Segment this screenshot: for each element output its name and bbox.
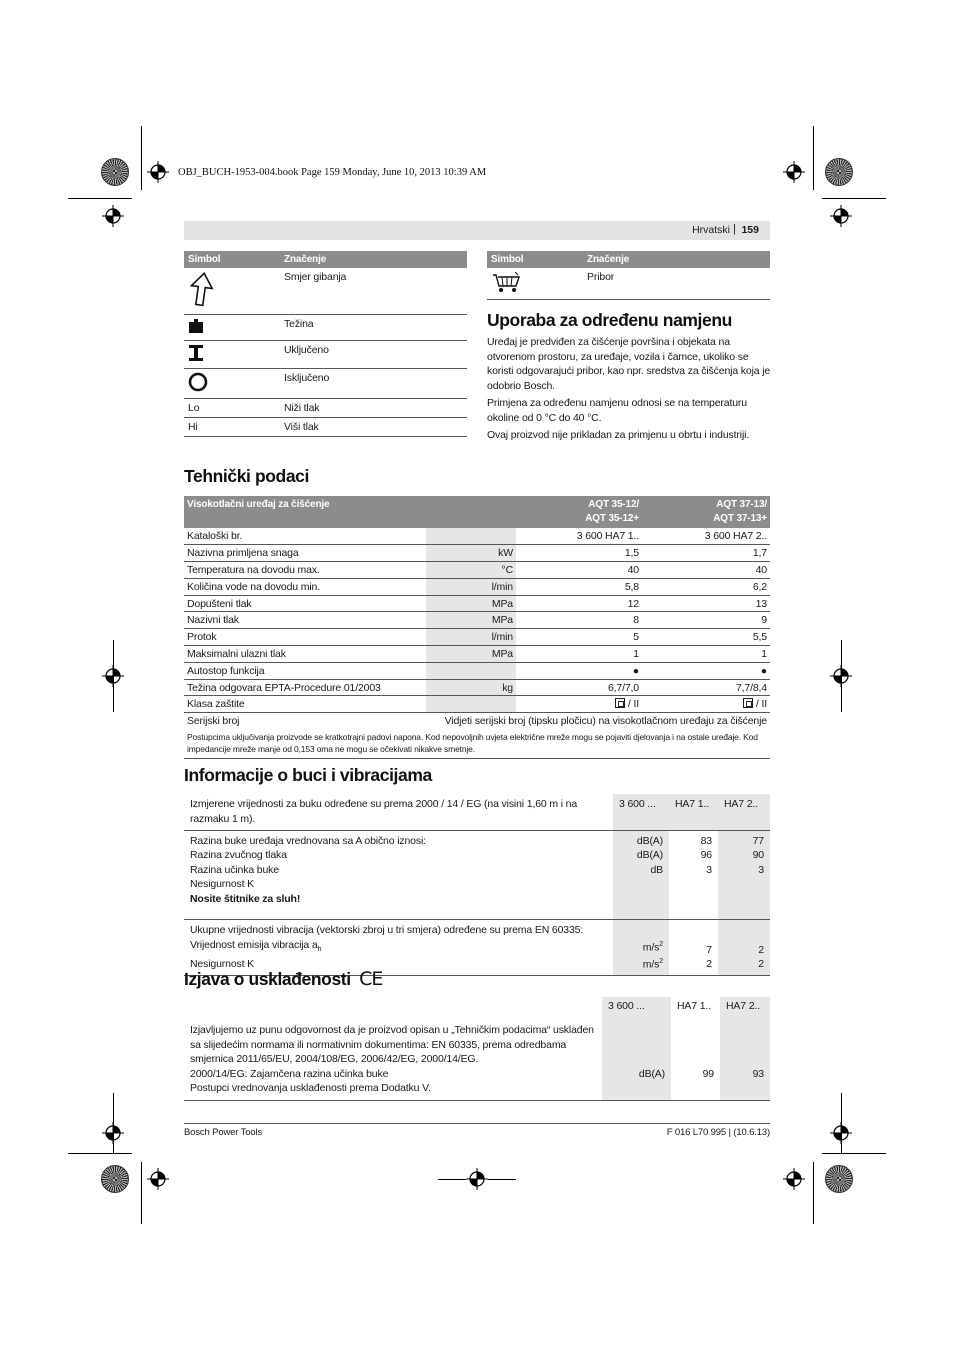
technical-data-table <box>184 496 770 759</box>
spec-label: Nazivna primljena snaga <box>184 545 426 562</box>
list-item: Isključeno <box>280 368 467 398</box>
sound-label: Razina zvučnog tlaka <box>190 849 287 861</box>
page-number: 159 <box>741 224 759 236</box>
list-item: Smjer gibanja <box>280 268 467 314</box>
column-header-model-2: HA7 2.. <box>720 997 770 1019</box>
noise-head-text: Izmjerene vrijednosti za buku određene su prema 2000 / 14 / EG (na visini 1,60 m i na razmaku 1 m). <box>184 794 613 830</box>
sound-label: Razina učinka buke <box>190 863 279 876</box>
column-header-meaning: Značenje <box>280 251 467 268</box>
symbol-table-right <box>487 251 770 300</box>
spec-value: Vidjeti serijski broj (tipsku pločicu) na visokotlačnom uređaju za čišćenje <box>444 715 767 728</box>
section-title-intended-use: Uporaba za određenu namjenu <box>487 310 732 330</box>
table-row <box>184 662 770 679</box>
spec-label: Temperatura na dovodu max. <box>184 562 426 579</box>
double-insulation-icon <box>743 698 753 708</box>
page-header <box>184 221 770 240</box>
table-header <box>184 251 467 268</box>
intended-use-paragraph: Uređaj je predviđen za čišćenje površina i objekata na otvorenom prostoru, za uređaje, vozila i čamce, ukoliko se koristi odgovarajući pribor, kao npr. sredstva za čišćenja koja je odobrio Bosch. <box>487 336 771 392</box>
table-row <box>184 398 467 417</box>
table-header <box>487 251 770 268</box>
spec-value: 1,7 <box>642 545 770 562</box>
registration-mark-icon <box>147 161 169 183</box>
table-row <box>184 997 770 1019</box>
spec-unit: l/min <box>426 578 516 595</box>
registration-mark-icon <box>102 205 124 227</box>
spec-unit: MPa <box>426 646 516 663</box>
table-row <box>184 562 770 579</box>
spec-value: / II <box>642 696 770 713</box>
vibration-label: Nesigurnost K <box>190 958 254 971</box>
table-row <box>184 268 467 314</box>
spec-value: 3 600 HA7 1.. <box>516 528 642 545</box>
conformity-text: Postupci vrednovanja usklađenosti prema Dodatku V. <box>190 1082 431 1094</box>
spec-value: 6,2 <box>642 578 770 595</box>
symbol-hi: Hi <box>184 417 280 436</box>
table-row: Ukupne vrijednosti vibracija (vektorski zbroj u tri smjera) određene su prema EN 60335: Vrijednost emisija vibracija $a_h$ Nesigurnost K $m/s^2$ $m/s^2$ 7 2 2 2 <box>184 920 770 976</box>
table-row <box>184 417 467 436</box>
header-language: Hrvatski <box>692 224 730 236</box>
column-header-catalog: 3 600 ... <box>613 794 669 830</box>
table-row <box>184 646 770 663</box>
spec-value: 5,5 <box>642 629 770 646</box>
spec-value: 1 <box>642 646 770 663</box>
table-row: Razina buke uređaja vrednovana sa A obično iznosi: Razina zvučnog tlaka Razina učinka buke Nesigurnost K Nosite štitnike za sluh! dB(A) dB(A) dB 83 96 3 77 90 3 <box>184 830 770 920</box>
spec-label: Protok <box>184 629 426 646</box>
intended-use-paragraph: Ovaj proizvod nije prikladan za primjenu u obrtu i industriji. <box>487 429 750 441</box>
spec-label: Autostop funkcija <box>184 662 426 679</box>
technical-data-rows <box>184 528 770 696</box>
footer-brand: Bosch Power Tools <box>184 1127 263 1138</box>
ce-mark-icon: CE <box>359 968 383 990</box>
column-header-model-2: HA7 2.. <box>718 794 770 830</box>
sound-label: Nesigurnost K <box>190 878 254 890</box>
spec-label: Nazivni tlak <box>184 612 426 629</box>
section-title-technical-data: Tehnički podaci <box>184 466 309 486</box>
weight-icon <box>188 318 204 334</box>
spec-value: 1,5 <box>516 545 642 562</box>
color-rosette-icon <box>825 158 853 186</box>
spec-label: Kataloški br. <box>184 528 426 545</box>
column-header-model-1: AQT 35-12/ AQT 35-12+ <box>516 496 642 528</box>
direction-arrow-icon <box>188 271 214 307</box>
book-info: OBJ_BUCH-1953-004.book Page 159 Monday, June 10, 2013 10:39 AM <box>178 167 487 178</box>
spec-label: Količina vode na dovodu min. <box>184 578 426 595</box>
technical-note: Postupcima uključivanja proizvode se kratkotrajni padovi napona. Kod nepovoljnih uvjeta električne mreže mogu se pojaviti djelovanja i na ostale uređaje. Kod impedancije mreže manje od 0,153 oma ne mogu se očekivati nikakve smetnje. <box>184 730 770 759</box>
spec-value: 5,8 <box>516 578 642 595</box>
power-on-icon <box>188 344 204 362</box>
table-row <box>184 595 770 612</box>
registration-mark-icon <box>783 161 805 183</box>
section-title-noise: Informacije o buci i vibracijama <box>184 765 432 785</box>
table-row <box>487 268 770 300</box>
column-header-symbol: Simbol <box>487 251 583 268</box>
spec-label: Maksimalni ulazni tlak <box>184 646 426 663</box>
spec-unit: l/min <box>426 629 516 646</box>
registration-mark-icon <box>830 665 852 687</box>
list-item: Pribor <box>583 268 770 300</box>
spec-value: 3 600 HA7 2.. <box>642 528 770 545</box>
spec-value: ● <box>516 662 642 679</box>
table-row: Izjavljujemo uz punu odgovornost da je proizvod opisan u „Tehničkim podacima“ usklađen sa slijedećim normama ili normativnim dokumentima: EN 60335, prema odredbama smjernica 2011/65/EU, 2004/108/EG, 2006/42/EG, 2000/14/EG. 2000/14/EG: Zajamčena razina učinka buke Postupci vrednovanja usklađenosti prema Dodatku V. dB(A) 99 93 <box>184 1019 770 1100</box>
symbol-table-left <box>184 251 467 437</box>
spec-value: 9 <box>642 612 770 629</box>
table-row <box>184 314 467 340</box>
spec-unit: °C <box>426 562 516 579</box>
hearing-protection-warning: Nosite štitnike za sluh! <box>190 892 301 905</box>
spec-value: 12 <box>516 595 642 612</box>
registration-mark-icon <box>783 1168 805 1190</box>
registration-mark-icon <box>147 1168 169 1190</box>
spec-unit <box>426 528 516 545</box>
sound-intro: Razina buke uređaja vrednovana sa A obično iznosi: <box>190 834 426 847</box>
color-rosette-icon <box>825 1165 853 1193</box>
spec-label: Serijski broj <box>187 715 240 728</box>
table-header <box>184 496 770 528</box>
table-row <box>184 368 467 398</box>
registration-mark-icon <box>466 1168 488 1190</box>
color-rosette-icon <box>101 158 129 186</box>
registration-mark-icon <box>102 1122 124 1144</box>
footer-document-code: F 016 L70 995 | (10.6.13) <box>666 1127 770 1138</box>
header-separator: | <box>733 223 736 235</box>
column-header-symbol: Simbol <box>184 251 280 268</box>
table-row <box>184 545 770 562</box>
spec-label: Težina odgovara EPTA-Procedure 01/2003 <box>184 679 426 696</box>
spec-unit: MPa <box>426 595 516 612</box>
spec-unit: kW <box>426 545 516 562</box>
spec-unit: MPa <box>426 612 516 629</box>
vibration-intro: Ukupne vrijednosti vibracija (vektorski zbroj u tri smjera) određene su prema EN 60335: <box>190 924 584 936</box>
spec-value: 7,7/8,4 <box>642 679 770 696</box>
column-header-model-2: AQT 37-13/ AQT 37-13+ <box>642 496 770 528</box>
spec-value: 40 <box>516 562 642 579</box>
column-header-device: Visokotlačni uređaj za čišćenje <box>184 496 516 528</box>
vibration-label: Vrijednost emisija vibracija $a_h$ <box>190 938 322 953</box>
spec-value: / II <box>516 696 642 713</box>
spec-value: 6,7/7,0 <box>516 679 642 696</box>
table-row <box>184 340 467 368</box>
spec-value: 13 <box>642 595 770 612</box>
column-header-model-1: HA7 1.. <box>669 794 718 830</box>
spec-label: Klasa zaštite <box>184 696 426 713</box>
spec-value: 8 <box>516 612 642 629</box>
spec-value: 40 <box>642 562 770 579</box>
intended-use-paragraph: Primjena za određenu namjenu odnosi se na temperaturu okoline od 0 °C do 40 °C. <box>487 397 747 424</box>
table-row <box>184 578 770 595</box>
power-off-icon <box>188 372 208 392</box>
footer-divider <box>184 1123 770 1124</box>
table-row <box>184 528 770 545</box>
table-row <box>184 696 770 713</box>
table-row <box>184 629 770 646</box>
table-row <box>184 713 770 730</box>
double-insulation-icon <box>615 698 625 708</box>
list-item: Uključeno <box>280 340 467 368</box>
column-header-catalog: 3 600 ... <box>602 997 671 1019</box>
registration-mark-icon <box>830 1122 852 1144</box>
section-title-conformity: Izjava o usklađenosti CE <box>184 968 383 990</box>
spec-unit <box>426 662 516 679</box>
color-rosette-icon <box>101 1165 129 1193</box>
list-item: Viši tlak <box>280 417 467 436</box>
spec-value: ● <box>642 662 770 679</box>
registration-mark-icon <box>830 205 852 227</box>
spec-value: 1 <box>516 646 642 663</box>
list-item: Niži tlak <box>280 398 467 417</box>
table-row <box>184 679 770 696</box>
conformity-table <box>184 997 770 1101</box>
column-header-meaning: Značenje <box>583 251 770 268</box>
spec-value: 5 <box>516 629 642 646</box>
registration-mark-icon <box>102 665 124 687</box>
table-row <box>184 730 770 759</box>
column-header-model-1: HA7 1.. <box>671 997 720 1019</box>
spec-label: Dopušteni tlak <box>184 595 426 612</box>
table-row <box>184 794 770 830</box>
noise-table <box>184 794 770 976</box>
symbol-lo: Lo <box>184 398 280 417</box>
spec-unit: kg <box>426 679 516 696</box>
accessory-cart-icon <box>491 271 521 293</box>
conformity-text: 2000/14/EG: Zajamčena razina učinka buke <box>190 1067 389 1080</box>
conformity-text: Izjavljujemo uz punu odgovornost da je proizvod opisan u „Tehničkim podacima“ usklađen sa slijedećim normama ili normativnim dokumentima: EN 60335, prema odredbama smjernica 2011/65/EU, 2004/108/EG, 2006/42/EG, 2000/14/EG. <box>190 1024 594 1065</box>
list-item: Težina <box>280 314 467 340</box>
table-row <box>184 612 770 629</box>
